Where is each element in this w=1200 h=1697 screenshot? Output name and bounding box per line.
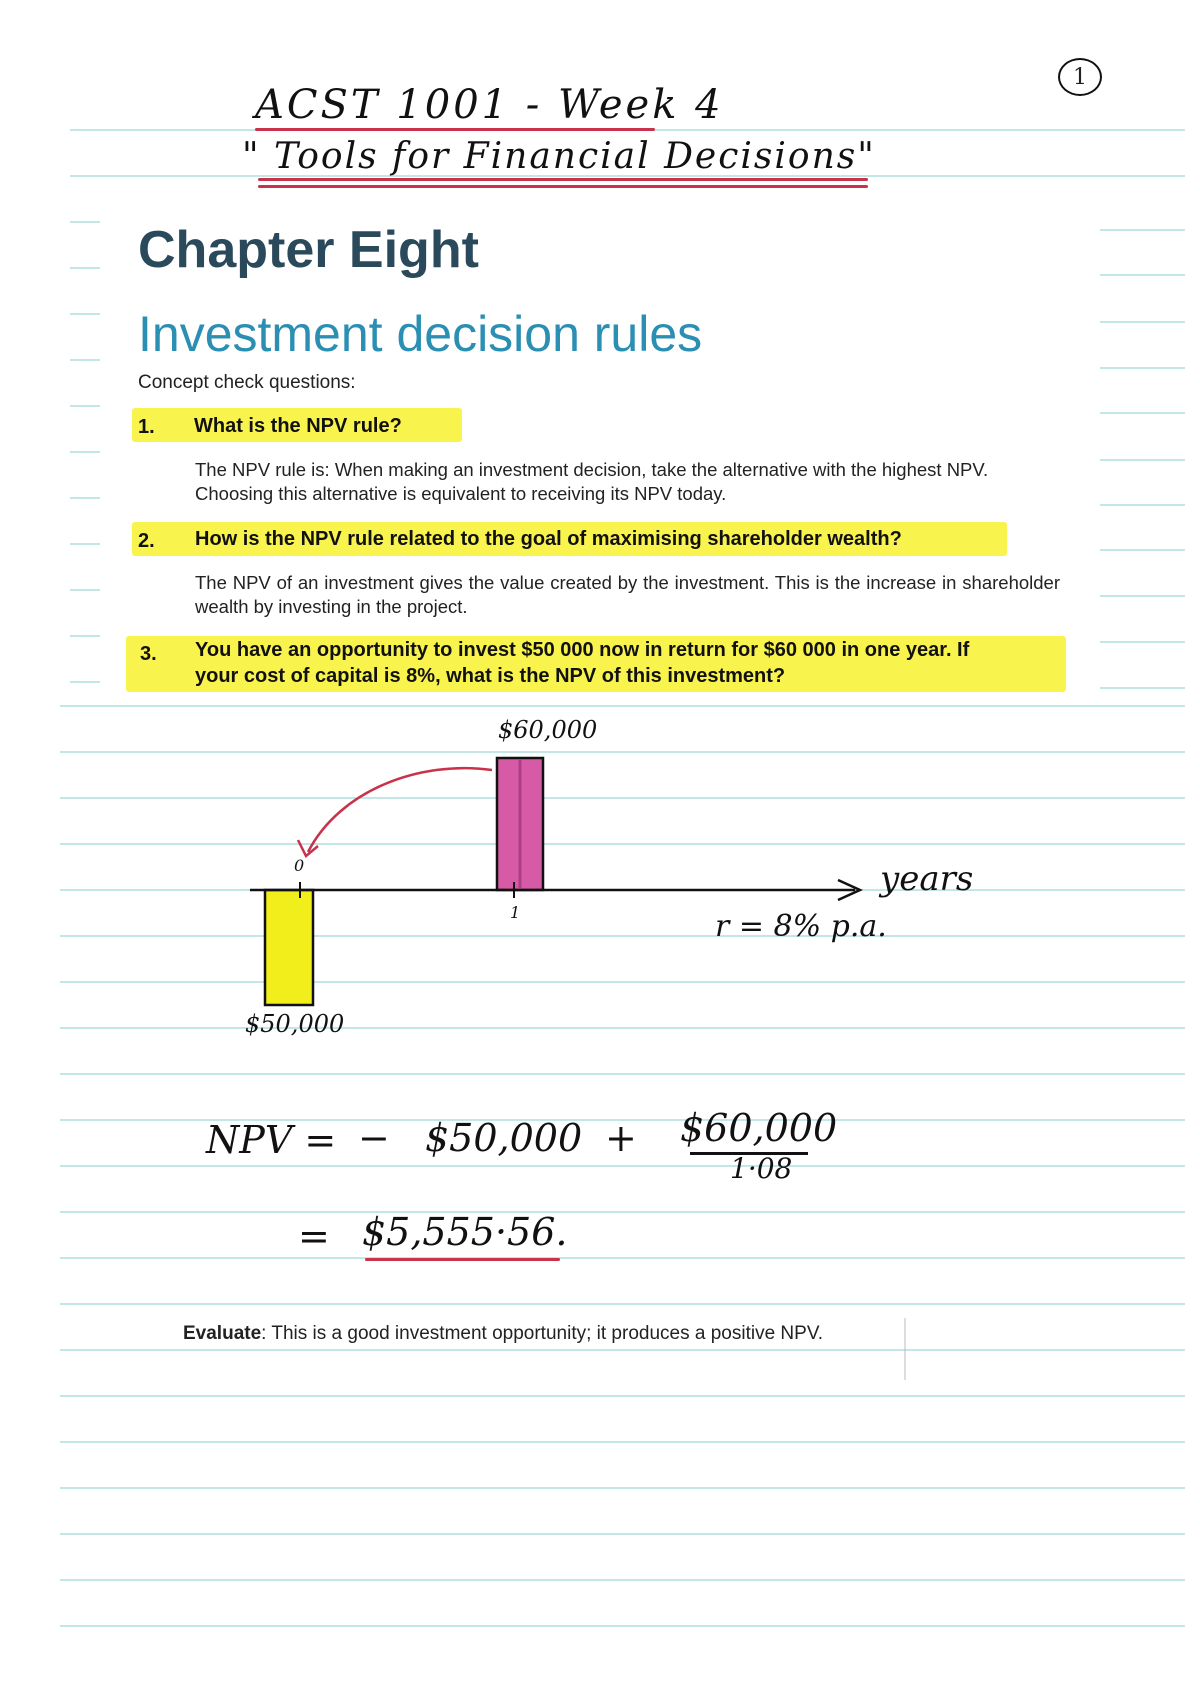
result-underline (365, 1258, 560, 1261)
time-1-label: 1 (510, 903, 521, 922)
question-3-number: 3. (140, 643, 157, 665)
outflow-label: $50,000 (245, 1010, 345, 1038)
discount-arrowhead (298, 840, 318, 856)
course-title: ACST 1001 - Week 4 (255, 82, 724, 128)
question-2-text: How is the NPV rule related to the goal of maximising shareholder wealth? (195, 528, 902, 550)
question-2-number: 2. (138, 530, 155, 552)
page-number (1058, 58, 1102, 96)
topic-underline-2 (258, 185, 868, 188)
question-1-text: What is the NPV rule? (194, 415, 402, 437)
npv-numerator: $60,000 (680, 1106, 838, 1150)
topic-underline-1 (258, 178, 868, 181)
npv-result: $5,555·56. (362, 1210, 568, 1254)
concept-label: Concept check questions: (138, 372, 356, 393)
page-number-text: 1 (1073, 64, 1087, 90)
evaluate-body: : This is a good investment opportunity; it produces a positive NPV. (261, 1323, 824, 1344)
answer-2-text: The NPV of an investment gives the value created by the investment. This is the increase in shareholder wealth by investing in the project. (195, 572, 1060, 617)
question-3-line-2: your cost of capital is 8%, what is the NPV of this investment? (195, 665, 786, 687)
npv-plus: + (605, 1116, 637, 1160)
course-underline (255, 128, 655, 131)
inflow-label: $60,000 (498, 716, 598, 744)
evaluate-text (183, 1323, 823, 1345)
topic-title: " Tools for Financial Decisions" (242, 136, 876, 177)
discount-arrow (308, 768, 492, 852)
chapter-title: Chapter Eight (138, 221, 479, 279)
time-0-label: 0 (294, 856, 305, 875)
npv-label: NPV = (206, 1118, 337, 1162)
npv-denominator: 1·08 (730, 1152, 793, 1185)
npv-equals: = (298, 1214, 330, 1258)
question-3-line-1: You have an opportunity to invest $50 000 now in return for $60 000 in one year. If (195, 639, 970, 661)
answer-1-text: The NPV rule is: When making an investment decision, take the alternative with the highest NPV. Choosing this alternative is equivalent to receiving its NPV today. (195, 459, 989, 504)
section-title: Investment decision rules (138, 306, 703, 362)
axis-years-label: years (880, 859, 974, 899)
cash-flow-diagram (0, 700, 1200, 1040)
rate-label: r = 8% p.a. (715, 909, 887, 944)
outflow-bar (265, 890, 313, 1005)
evaluate-label: Evaluate (183, 1323, 262, 1344)
npv-outflow: $50,000 (425, 1116, 583, 1160)
npv-minus: − (358, 1116, 390, 1160)
question-1-number: 1. (138, 416, 155, 438)
